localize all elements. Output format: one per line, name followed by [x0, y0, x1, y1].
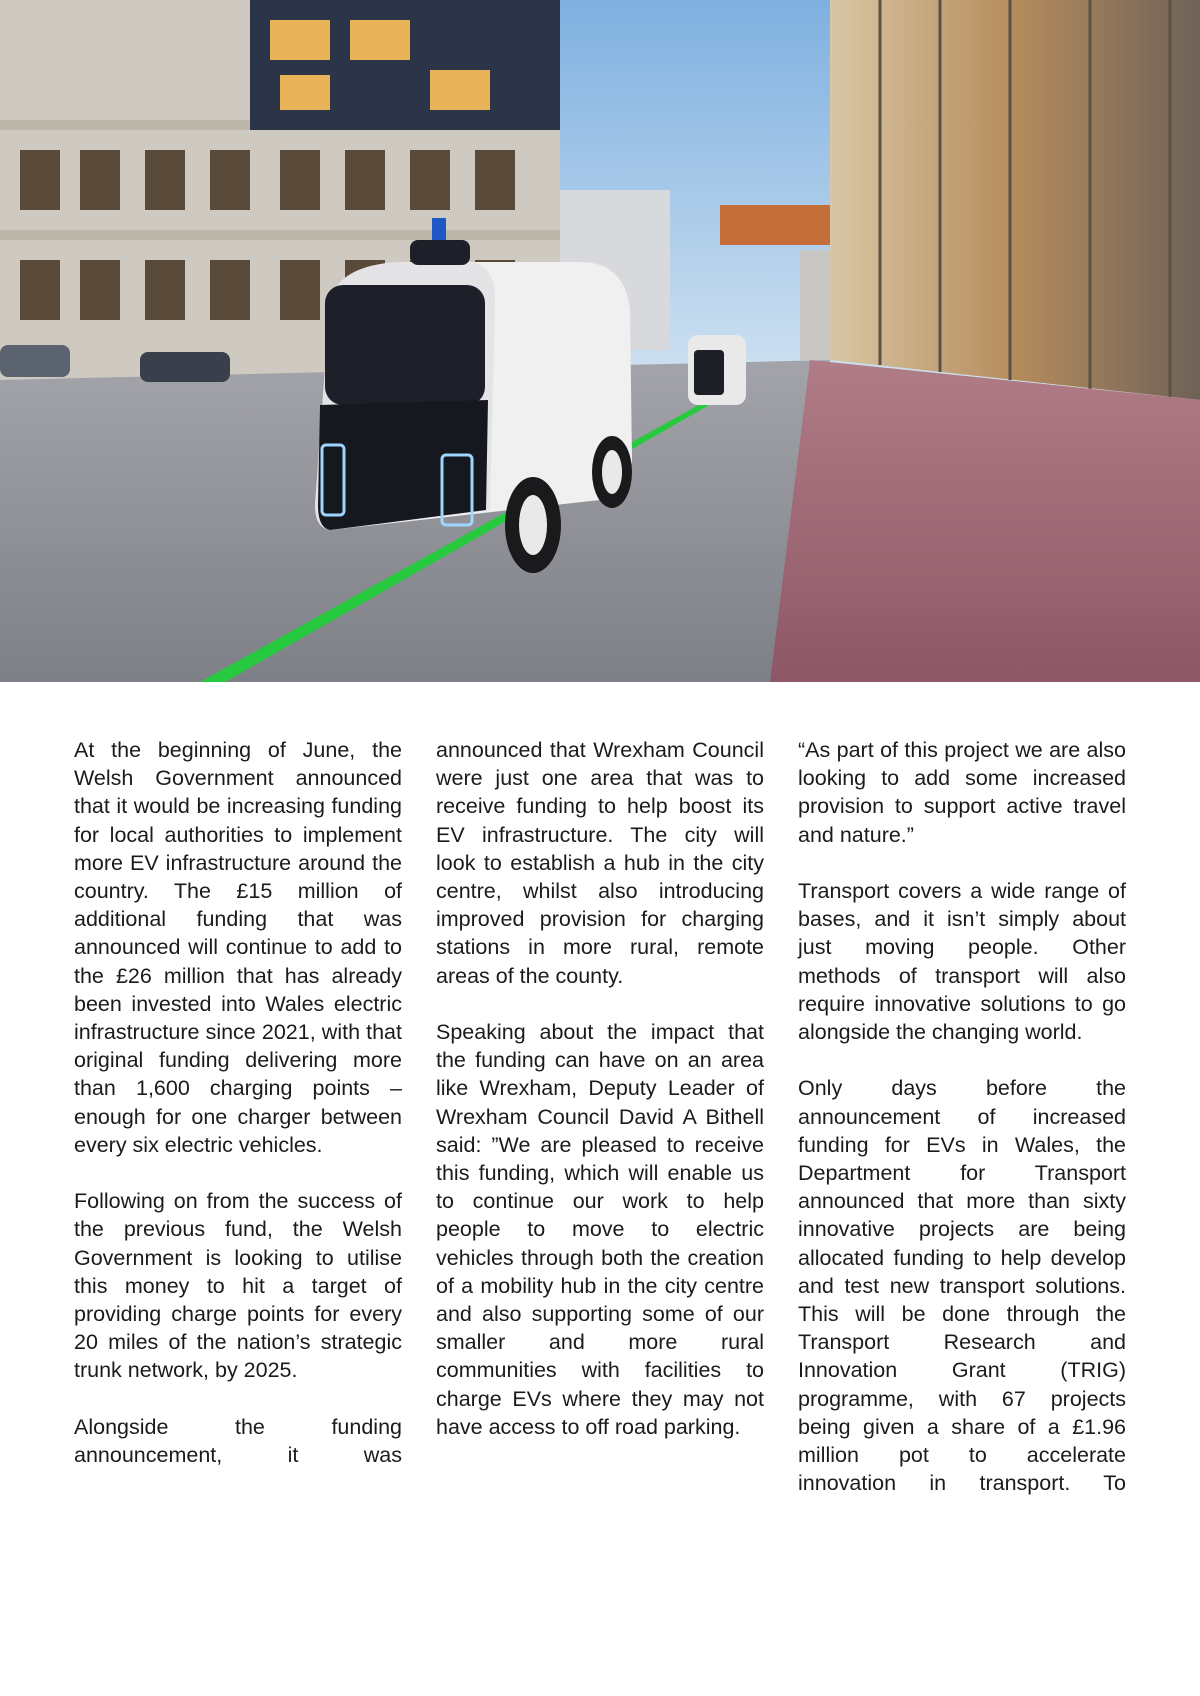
article-column-1 [74, 736, 402, 1469]
pink-walkway [770, 360, 1200, 682]
paragraph: At the beginning of June, the Welsh Government announced that it would be increasing funding for local authorities to implement more EV infrastructure around the country. The £15 million of additional funding that was announced will continue to add to the £26 million that has already been invested into Wales electric infrastructure since 2021, with that original funding delivering more than 1,600 charging points – enough for one charger between every six electric vehicles. [74, 738, 402, 1157]
paragraph: announced that Wrexham Council were just one area that was to receive funding to help boost its EV infrastructure. The city will look to establish a hub in the city centre, whilst also introducing improved provision for charging stations in more rural, remote areas of the county. [436, 738, 764, 988]
parked-car [140, 352, 230, 382]
distant-delivery-robot [688, 335, 746, 405]
hero-image [0, 0, 1200, 682]
paragraph: Following on from the success of the previous fund, the Welsh Government is looking to utilise this money to hit a target of providing charge points for every 20 miles of the nation’s strategic trunk network, by 2025. [74, 1189, 402, 1383]
article-column-2 [436, 736, 764, 1441]
paragraph: Speaking about the impact that the funding can have on an area like Wrexham, Deputy Leader of Wrexham Council David A Bithell said: ”We are pleased to receive this funding, which will enable us to continue our work to help people to move to electric vehicles through both the creation of a mobility hub in the city centre and also supporting some of our smaller and more rural communities with facilities to charge EVs where they may not have access to off road parking. [436, 1020, 764, 1439]
billboard [720, 205, 830, 245]
right-building [830, 0, 1200, 400]
paragraph: “As part of this project we are also looking to add some increased provision to support active travel and nature.” [798, 738, 1126, 847]
article-column-3 [798, 736, 1126, 1497]
paragraph: Alongside the funding announcement, it was [74, 1414, 402, 1468]
paragraph: Transport covers a wide range of bases, and it isn’t simply about just moving people. Other methods of transport will also require innovative solutions to go alongside the changing world. [798, 879, 1126, 1045]
parked-car [0, 345, 70, 377]
paragraph: Only days before the announcement of increased funding for EVs in Wales, the Department for Transport announced that more than sixty innovative projects are being allocated funding to help develop and test new transport solutions. This will be done through the Transport Research and Innovation Grant (TRIG) programme, with 67 projects being given a share of a £1.96 million pot to accelerate innovation in transport. To [798, 1076, 1126, 1496]
